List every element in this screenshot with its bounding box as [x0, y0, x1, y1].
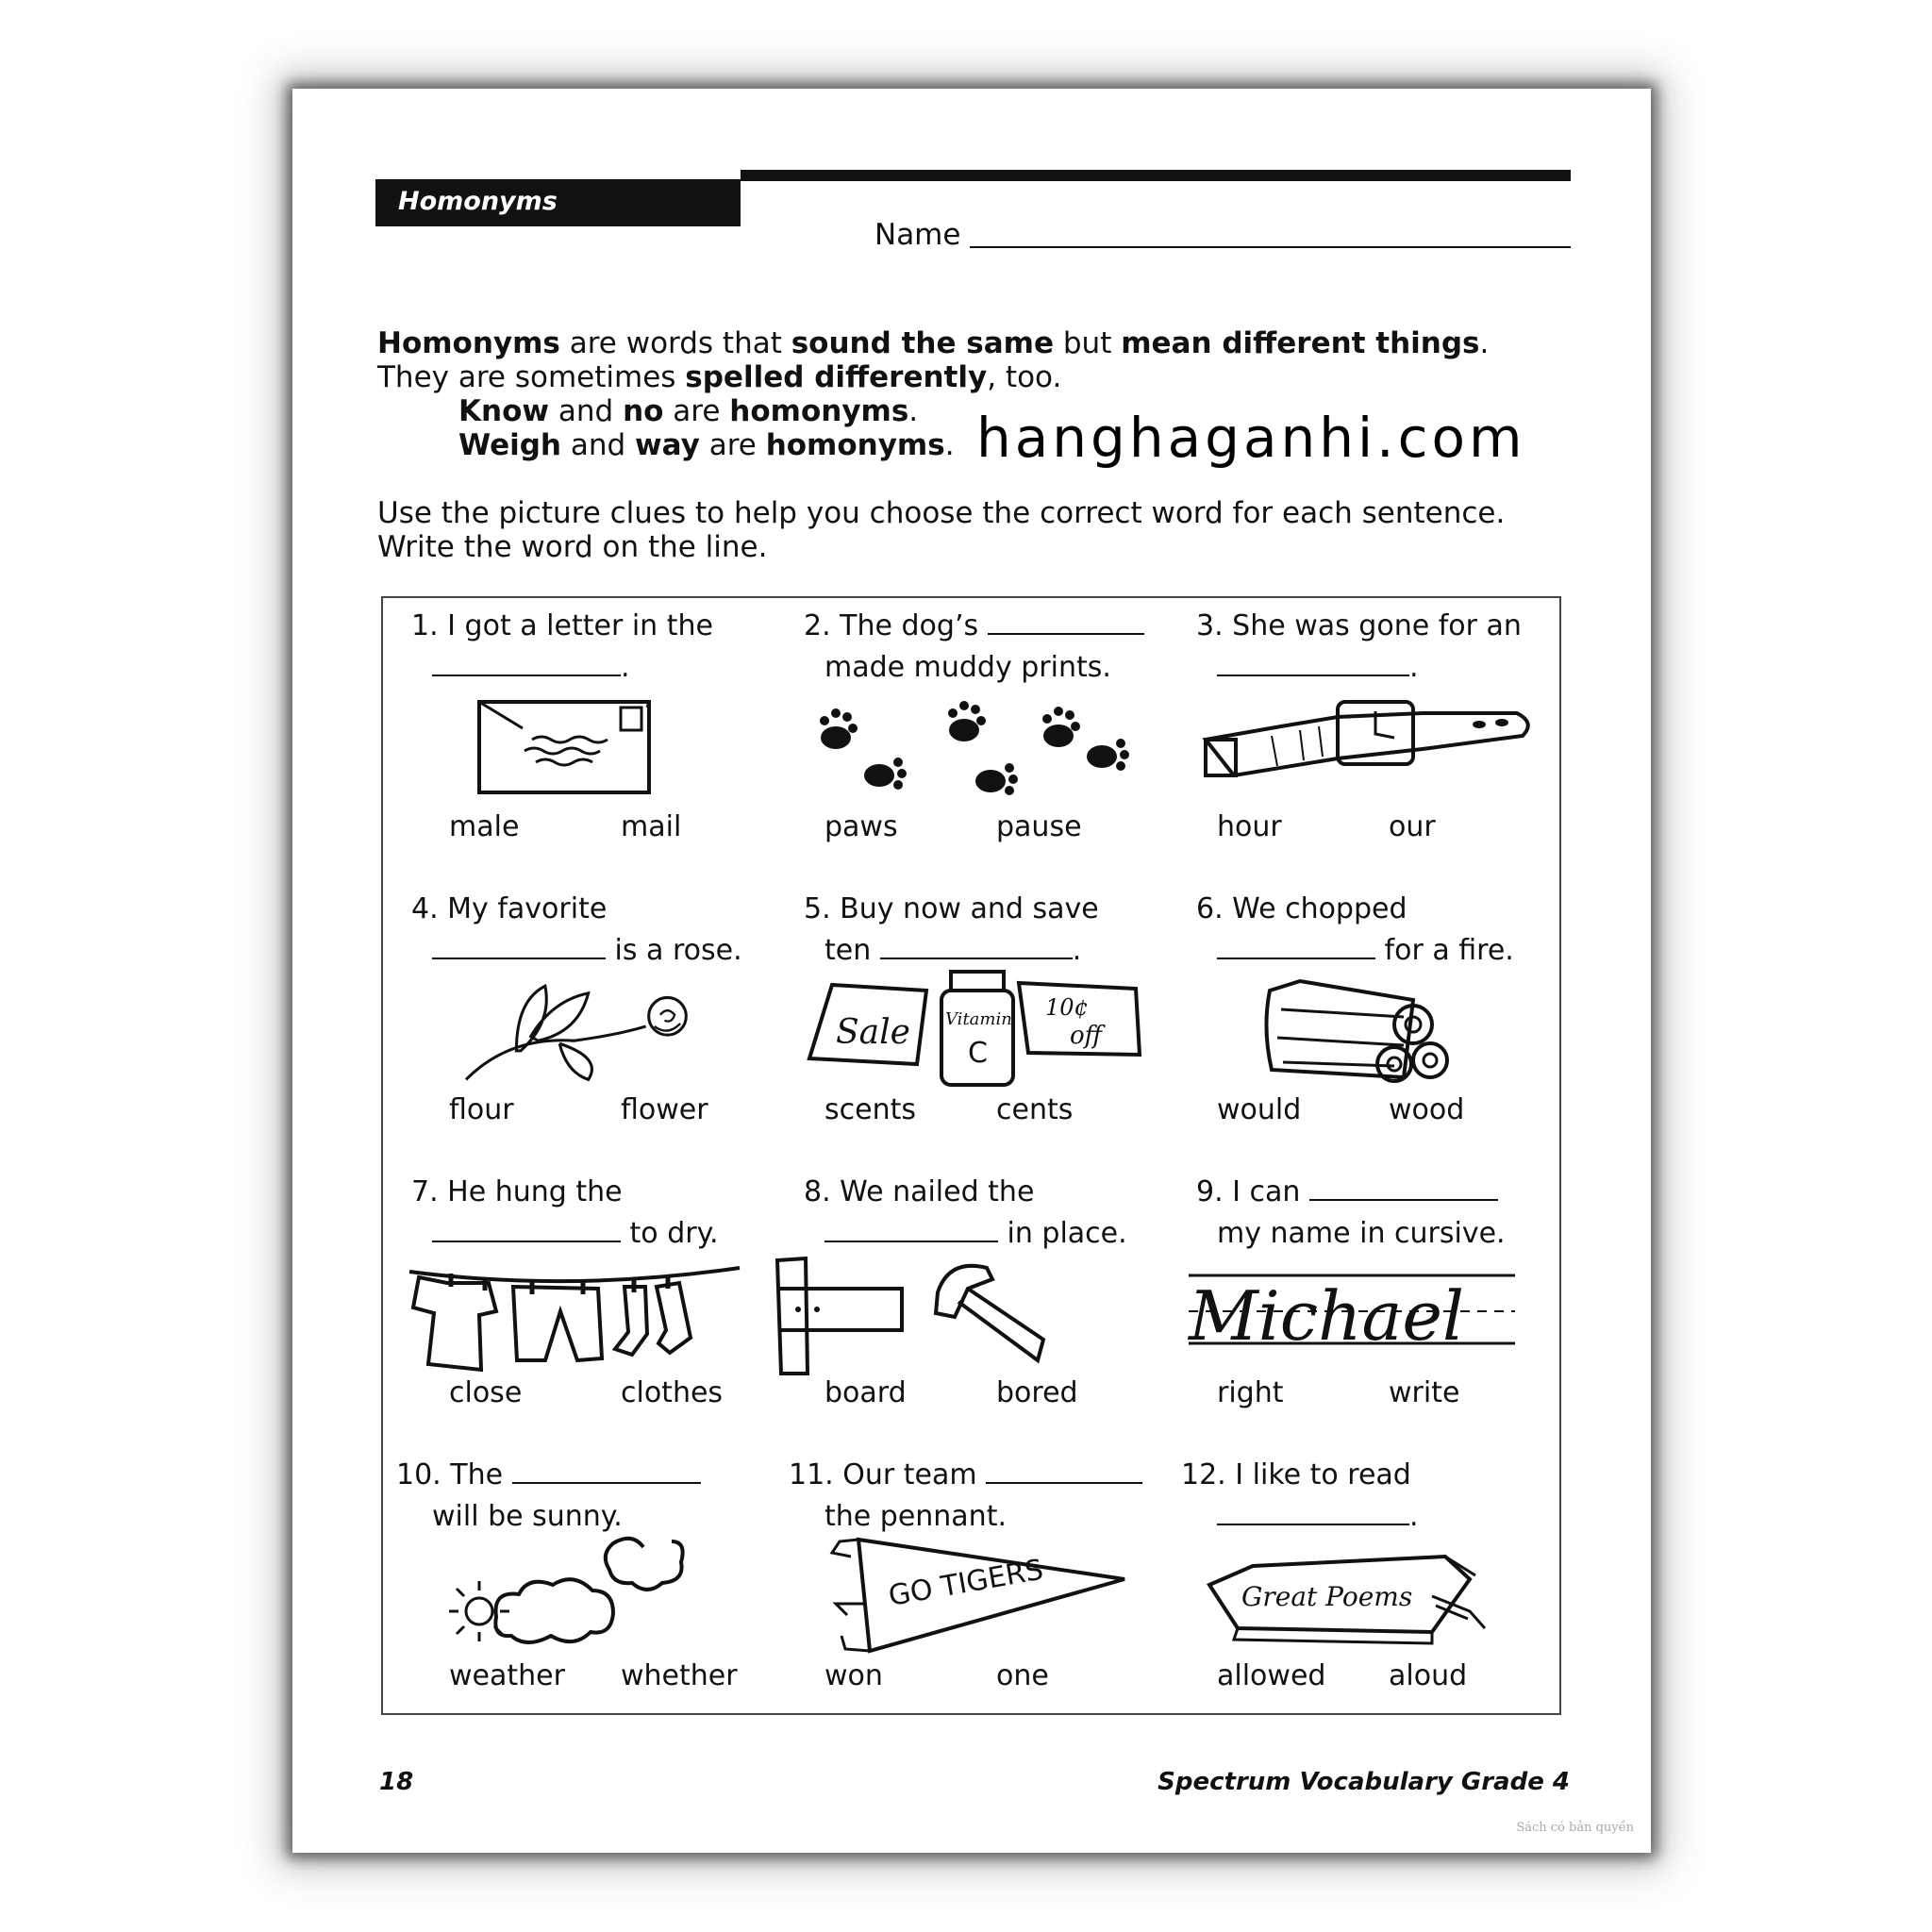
weather-icon [411, 1538, 751, 1653]
choice-1[interactable]: male [449, 810, 520, 843]
board-hammer-icon [770, 1255, 1109, 1370]
choice-1[interactable]: right [1217, 1376, 1284, 1409]
choice-2[interactable]: bored [996, 1376, 1078, 1409]
choice-1[interactable]: allowed [1217, 1659, 1326, 1692]
choice-2[interactable]: clothes [621, 1376, 724, 1409]
name-label: Name [874, 218, 961, 252]
answer-blank[interactable] [1217, 654, 1409, 676]
item-prompt: 2. The dog’s [804, 609, 1144, 642]
choice-2[interactable]: whether [621, 1659, 738, 1692]
choice-1[interactable]: flour [449, 1093, 514, 1126]
choice-2[interactable]: write [1389, 1376, 1460, 1409]
answer-blank[interactable] [1217, 1503, 1409, 1525]
exercise-box [381, 596, 1561, 1715]
cursive-name-icon [1185, 1255, 1524, 1370]
svg-text:off: off [1070, 1022, 1103, 1050]
answer-blank[interactable] [432, 654, 621, 676]
directions-line-1: Use the picture clues to help you choose the correct word for each sentence. [377, 496, 1506, 530]
item-answer-line: to dry. [432, 1217, 719, 1250]
logs-icon [1196, 972, 1536, 1087]
item-prompt: 3. She was gone for an [1196, 609, 1522, 642]
choice-2[interactable]: wood [1389, 1093, 1465, 1126]
choice-2[interactable]: cents [996, 1093, 1074, 1126]
svg-text:Vitamin: Vitamin [945, 1009, 1012, 1029]
item-answer-line: for a fire. [1217, 934, 1514, 967]
item-8 [775, 1164, 1166, 1447]
directions-line-2: Write the word on the line. [377, 530, 768, 564]
item-prompt: 9. I can [1196, 1175, 1498, 1208]
copyright-note: Sách có bản quyền [1516, 1821, 1634, 1835]
answer-blank[interactable] [432, 1220, 621, 1242]
envelope-icon [411, 689, 751, 804]
item-answer-line: will be sunny. [432, 1500, 623, 1533]
item-5 [775, 881, 1166, 1164]
item-prompt: 11. Our team [789, 1458, 1142, 1491]
choice-1[interactable]: board [824, 1376, 907, 1409]
svg-text:10¢: 10¢ [1045, 994, 1089, 1021]
item-10 [383, 1447, 774, 1730]
answer-blank[interactable] [1217, 937, 1375, 959]
book-icon [1196, 1538, 1536, 1653]
item-prompt: 7. He hung the [411, 1175, 623, 1208]
item-answer-line: in place. [824, 1217, 1127, 1250]
worksheet-page [292, 89, 1651, 1853]
watermark: hanghaganhi.com [976, 406, 1526, 470]
intro-line-2: They are sometimes spelled differently, too. [377, 360, 1062, 394]
item-prompt: 10. The [396, 1458, 701, 1491]
example-line-2: Weigh and way are homonyms. [458, 428, 955, 462]
item-answer-line: the pennant. [824, 1500, 1007, 1533]
svg-text:Great Poems: Great Poems [1241, 1581, 1413, 1612]
header-rule [741, 170, 1571, 181]
choice-2[interactable]: aloud [1389, 1659, 1468, 1692]
choice-2[interactable]: pause [996, 810, 1082, 843]
answer-blank[interactable] [986, 1461, 1142, 1484]
item-prompt: 5. Buy now and save [804, 892, 1099, 925]
choice-2[interactable]: mail [621, 810, 682, 843]
sale-sign-icon [804, 972, 1143, 1087]
svg-text:Michael: Michael [1189, 1276, 1465, 1356]
item-answer-line: . [432, 651, 630, 684]
item-prompt: 12. I like to read [1181, 1458, 1411, 1491]
choice-1[interactable]: paws [824, 810, 898, 843]
choice-1[interactable]: would [1217, 1093, 1302, 1126]
answer-blank[interactable] [880, 937, 1073, 959]
choice-2[interactable]: one [996, 1659, 1049, 1692]
name-field[interactable] [970, 246, 1571, 248]
answer-blank[interactable] [824, 1220, 998, 1242]
answer-blank[interactable] [512, 1461, 701, 1484]
item-prompt: 6. We chopped [1196, 892, 1407, 925]
item-11 [775, 1447, 1166, 1730]
item-4 [383, 881, 774, 1164]
svg-text:GO TIGERS: GO TIGERS [886, 1553, 1046, 1613]
rose-icon [411, 972, 751, 1087]
intro-line-1: Homonyms are words that sound the same but mean different things. [377, 326, 1490, 360]
choice-1[interactable]: hour [1217, 810, 1282, 843]
choice-2[interactable]: flower [621, 1093, 708, 1126]
item-prompt: 8. We nailed the [804, 1175, 1035, 1208]
item-3 [1168, 598, 1558, 881]
item-12 [1168, 1447, 1558, 1730]
item-answer-line: is a rose. [432, 934, 742, 967]
choice-1[interactable]: scents [824, 1093, 916, 1126]
svg-text:C: C [968, 1037, 988, 1070]
svg-text:Sale: Sale [836, 1013, 910, 1052]
paw-prints-icon [804, 689, 1143, 804]
item-answer-line: made muddy prints. [824, 651, 1111, 684]
choice-1[interactable]: weather [449, 1659, 565, 1692]
book-title: Spectrum Vocabulary Grade 4 [1158, 1768, 1570, 1796]
item-answer-line: ten . [824, 934, 1082, 967]
choice-1[interactable]: close [449, 1376, 523, 1409]
choice-2[interactable]: our [1389, 810, 1436, 843]
answer-blank[interactable] [988, 612, 1144, 635]
clothesline-icon [409, 1255, 749, 1370]
item-answer-line: my name in cursive. [1217, 1217, 1506, 1250]
wristwatch-icon [1196, 689, 1536, 804]
item-2 [775, 598, 1166, 881]
item-7 [383, 1164, 774, 1447]
pennant-icon [804, 1538, 1143, 1653]
page-title: Homonyms [398, 187, 558, 216]
item-prompt: 1. I got a letter in the [411, 609, 713, 642]
answer-blank[interactable] [1309, 1178, 1498, 1201]
item-answer-line: . [1217, 1500, 1419, 1533]
item-1 [383, 598, 774, 881]
example-line-1: Know and no are homonyms. [458, 394, 919, 428]
page-number: 18 [379, 1768, 414, 1796]
item-6 [1168, 881, 1558, 1164]
item-9 [1168, 1164, 1558, 1447]
item-answer-line: . [1217, 651, 1419, 684]
choice-1[interactable]: won [824, 1659, 883, 1692]
item-prompt: 4. My favorite [411, 892, 608, 925]
answer-blank[interactable] [432, 937, 606, 959]
